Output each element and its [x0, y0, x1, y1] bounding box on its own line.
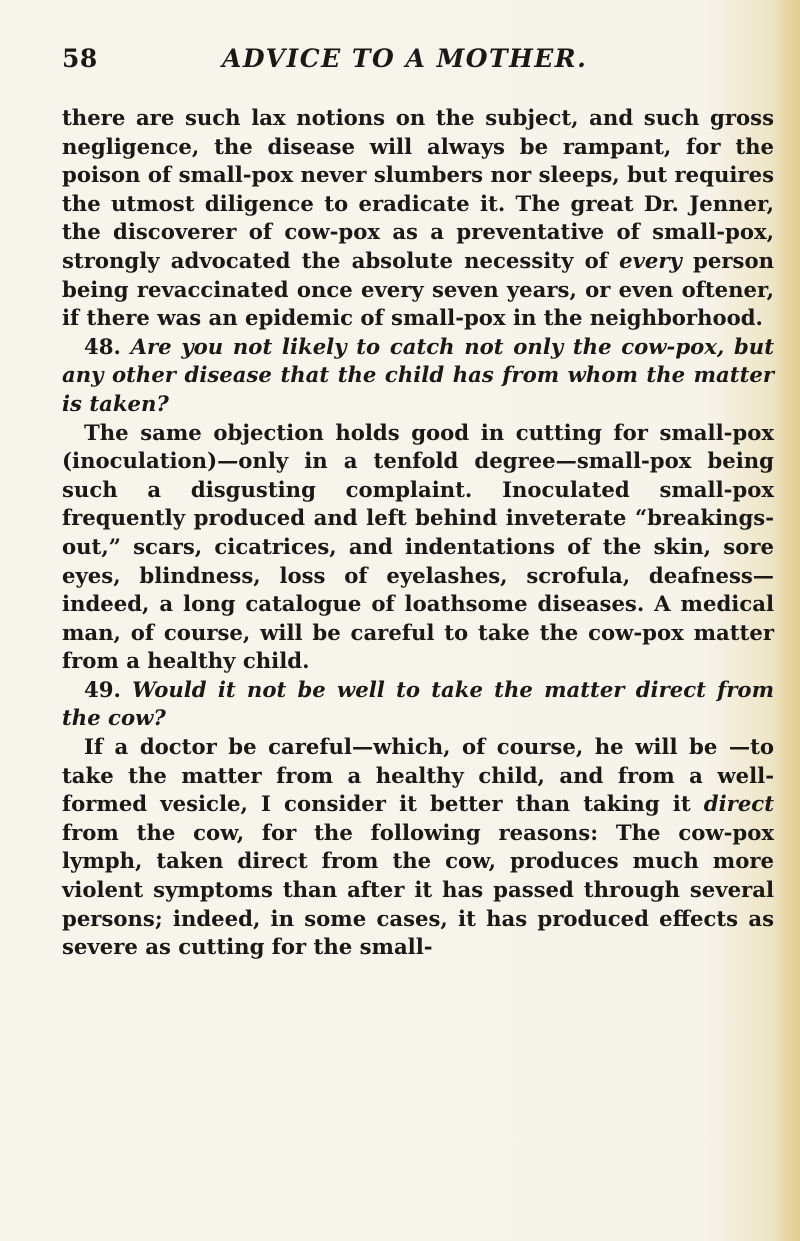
- question-49: [62, 676, 774, 733]
- question-text: Would it not be well to take the matter direct from the cow?: [62, 676, 774, 731]
- answer-paragraph: [62, 733, 774, 962]
- paragraph-text: person being revaccinated once every seven years, or even oftener, if there was an epidemic of small-pox in the neighborhood.: [62, 247, 774, 331]
- running-head: ADVICE TO A MOTHER.: [222, 44, 588, 73]
- question-text: Are you not likely to catch not only the cow-pox, but any other disease that the child has from whom the matter is taken?: [62, 333, 774, 416]
- paragraph-text: The same objection holds good in cutting for small-pox (inoculation)—only in a tenfold degree—small-pox being such a disgusting complaint. Inoculated small-pox frequently produced and left behind inveterate “breakings-out,” scars, cicatrices, and indentations of the skin, sore eyes, blindness, loss of eyelashes, scrofula, deafness—indeed, a long catalogue of loathsome diseases. A medical man, of course, will be careful to take the cow-pox matter from a healthy child.: [62, 419, 774, 674]
- question-48: [62, 333, 774, 419]
- paragraph: [62, 104, 774, 333]
- paragraph-text: there are such lax notions on the subject, and such gross negligence, the disease will always be rampant, for the poison of small-pox never slumbers nor sleeps, but requires the utmost diligence to eradicate it. The great Dr. Jenner, the discoverer of cow-pox as a preventative of small-pox, strongly advocated the absolute necessity of: [62, 105, 774, 273]
- question-number: 48.: [84, 333, 121, 359]
- paragraph-text: from the cow, for the following reasons: The cow-pox lymph, taken direct from the cow, produces much more violent symptoms than after it has passed through several persons; indeed, in some cases, it has produced effects as severe as cutting for the small-: [62, 819, 774, 960]
- emphasis-text: direct: [703, 791, 774, 817]
- paragraph-text: If a doctor be careful—which, of course, he will be —to take the matter from a healthy child, and from a well-formed vesicle, I consider it better than taking it: [62, 734, 774, 817]
- question-number: 49.: [84, 676, 121, 702]
- page-number: 58: [62, 44, 98, 73]
- page-edge-shading: [774, 0, 800, 1241]
- page-header: [62, 44, 774, 84]
- emphasis-text: every: [619, 247, 682, 273]
- body-text: [62, 104, 774, 962]
- answer-paragraph: [62, 419, 774, 676]
